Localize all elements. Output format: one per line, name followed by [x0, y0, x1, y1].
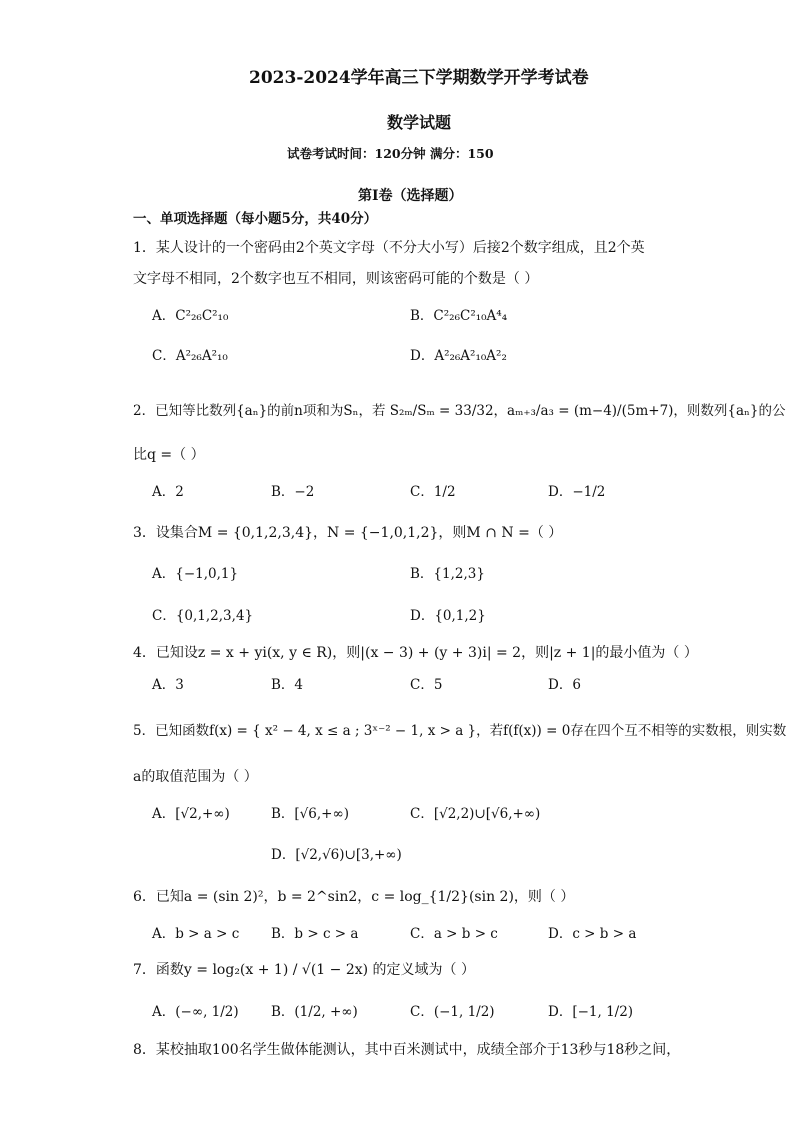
question-4-option-c[interactable]: C．5 [410, 677, 443, 693]
exam-meta: 试卷考试时间：120分钟 满分：150 [287, 146, 494, 161]
question-2-option-b[interactable]: B．−2 [271, 484, 315, 500]
question-7-option-a[interactable]: A．(−∞, 1/2) [152, 1004, 239, 1020]
question-5-line-2: a的取值范围为（ ） [133, 769, 258, 785]
question-5-option-a[interactable]: A．[√2,+∞) [152, 806, 230, 822]
question-5-option-b[interactable]: B．[√6,+∞) [271, 806, 349, 822]
question-4-line-1: 4．已知设z = x + yi(x, y ∈ R)，则|(x − 3) + (y + 3)i| = 2，则|z + 1|的最小值为（ ） [133, 645, 698, 661]
part-heading: 第I卷（选择题） [358, 188, 463, 204]
question-5-line-1: 5．已知函数f(x) = { x² − 4, x ≤ a ; 3ˣ⁻² − 1, x > a }，若f(f(x)) = 0存在四个互不相等的实数根，则实数 [133, 723, 787, 739]
question-3-option-b[interactable]: B．{1,2,3} [410, 566, 485, 582]
exam-subtitle: 数学试题 [387, 113, 452, 132]
question-7-option-d[interactable]: D．[−1, 1/2) [548, 1004, 634, 1020]
question-5-option-d[interactable]: D．[√2,√6)∪[3,+∞) [271, 847, 402, 863]
question-1-option-a[interactable]: A．C²₂₆C²₁₀ [152, 308, 229, 324]
question-2-option-d[interactable]: D．−1/2 [548, 484, 606, 500]
question-7-line-1: 7．函数y = log₂(x + 1) / √(1 − 2x) 的定义域为（ ） [133, 962, 475, 978]
question-6-line-1: 6．已知a = (sin 2)²，b = 2^sin2，c = log_{1/2}(sin 2)，则（ ） [133, 889, 575, 905]
question-1-option-b[interactable]: B．C²₂₆C²₁₀A⁴₄ [410, 308, 508, 324]
question-4-option-d[interactable]: D．6 [548, 677, 581, 693]
question-7-option-c[interactable]: C．(−1, 1/2) [410, 1004, 495, 1020]
question-3-line-1: 3．设集合M = {0,1,2,3,4}，N = {−1,0,1,2}，则M ∩ N =（ ） [133, 525, 563, 541]
section-heading: 一、单项选择题（每小题5分，共40分） [133, 211, 378, 227]
question-2-option-c[interactable]: C．1/2 [410, 484, 456, 500]
question-5-option-c[interactable]: C．[√2,2)∪[√6,+∞) [410, 806, 541, 822]
question-2-line-1: 2．已知等比数列{aₙ}的前n项和为Sₙ，若 S₂ₘ/Sₘ = 33/32，aₘ₊₃/a₃ = (m−4)/(5m+7)，则数列{aₙ}的公 [133, 403, 786, 419]
question-1-line-1: 1．某人设计的一个密码由2个英文字母（不分大小写）后接2个数字组成，且2个英 [133, 240, 645, 256]
question-4-option-b[interactable]: B．4 [271, 677, 304, 693]
question-2-line-2: 比q =（ ） [133, 447, 205, 463]
question-2-option-a[interactable]: A．2 [152, 484, 184, 500]
question-8-line-1: 8．某校抽取100名学生做体能测认，其中百米测试中，成绩全部介于13秒与18秒之间， [133, 1042, 681, 1058]
question-6-option-b[interactable]: B．b > c > a [271, 926, 359, 942]
question-7-option-b[interactable]: B．(1/2, +∞) [271, 1004, 358, 1020]
question-1-line-2: 文字母不相同，2个数字也互不相同，则该密码可能的个数是（ ） [133, 271, 539, 287]
question-3-option-d[interactable]: D．{0,1,2} [410, 608, 486, 624]
question-3-option-a[interactable]: A．{−1,0,1} [152, 566, 239, 582]
question-4-option-a[interactable]: A．3 [152, 677, 184, 693]
question-6-option-d[interactable]: D．c > b > a [548, 926, 637, 942]
question-6-option-a[interactable]: A．b > a > c [152, 926, 240, 942]
question-6-option-c[interactable]: C．a > b > c [410, 926, 498, 942]
question-1-option-d[interactable]: D．A²₂₆A²₁₀A²₂ [410, 348, 507, 364]
question-3-option-c[interactable]: C．{0,1,2,3,4} [152, 608, 254, 624]
question-1-option-c[interactable]: C．A²₂₆A²₁₀ [152, 348, 228, 364]
exam-title: 2023-2024学年高三下学期数学开学考试卷 [249, 68, 589, 88]
